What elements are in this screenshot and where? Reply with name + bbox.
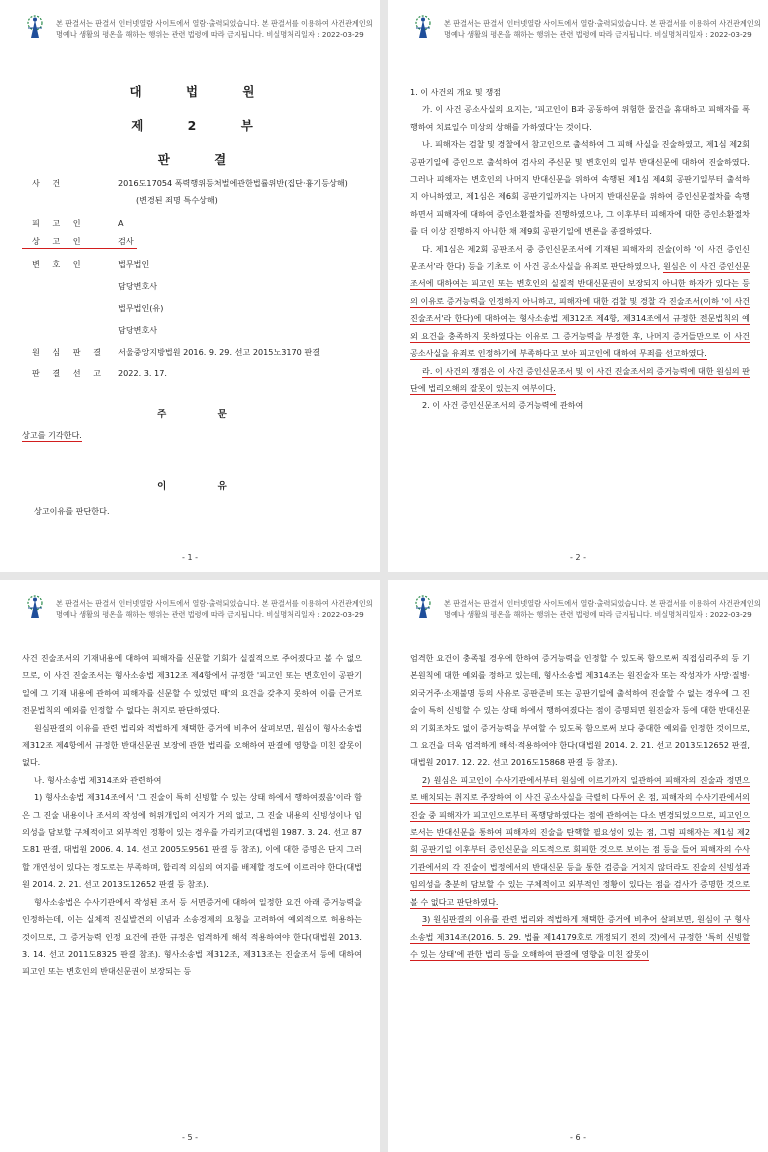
highlighted-text: 3) 원심판결의 이유를 관련 법리와 적법하게 채택한 증거에 비추어 살펴보면, 원심이 구 형사소송법 제314조(2016. 5. 29. 법률 제14179호로 개정되기 전의 것)에서 규정한 '특히 신빙할 수 있는 상태'에 관한 법리 등을 오해하여 판결에 영향을 미친 잘못이 — [410, 914, 750, 959]
page-body — [410, 650, 750, 963]
highlighted-text: 라. 이 사건의 쟁점은 이 사건 증인신문조서 및 이 사건 진술조서의 증거능력에 대한 원심의 판단에 법리오해의 잘못이 있는지 여부이다. — [410, 365, 750, 393]
paragraph: 가. 이 사건 공소사실의 요지는, '피고인이 B과 공동하여 위험한 물건을 휴대하고 피해자를 폭행하여 치료일수 미상의 상해를 가하였다'는 것이다. — [410, 104, 750, 132]
section-heading: 나. 형사소송법 제314조와 관련하여 — [34, 774, 162, 785]
page-number: - 6 - — [570, 1133, 586, 1142]
section-heading: 2. 이 사건 증인신문조서의 증거능력에 관하여 — [422, 400, 584, 411]
page-1 — [0, 0, 380, 572]
page-2 — [388, 0, 768, 572]
page-number: - 2 - — [570, 553, 586, 562]
page-number: - 1 - — [182, 553, 198, 562]
case-info: 사 건 2016도17054 폭력행위등처벌에관한법률위반(집단·흉기등상해) (변경된 죄명 특수상해) 피 고 인 A 상 고 인 검사 변 호 인 법무법인 담당변호사 법무법인(유) 담당변호사 원 심 판 결 서울중앙지방법원 2016. 9. 29. 선고 2015노3170 판결 판 결 선 고 2022. 3. 17. — [32, 178, 362, 388]
page-5 — [0, 580, 380, 1152]
notice-text: 본 판결서는 판결서 인터넷열람 사이트에서 열람·출력되었습니다. 본 판결서를 이용하여 사건관계인의 명예나 생활의 평온을 해하는 행위는 관련 법령에 따라 금지됩니다. 비실명처리일자 : 2022-03-29 — [56, 19, 373, 39]
notice-text: 본 판결서는 판결서 인터넷열람 사이트에서 열람·출력되었습니다. 본 판결서를 이용하여 사건관계인의 명예나 생활의 평온을 해하는 행위는 관련 법령에 따라 금지됩니다. 비실명처리일자 : 2022-03-29 — [444, 19, 761, 39]
division: 제 2 부 — [131, 118, 273, 133]
order-text: 상고를 기각한다. — [22, 430, 82, 440]
paragraph — [410, 772, 750, 911]
reason-heading: 이 유 — [157, 481, 251, 492]
highlighted-text: 원심은 이 사건 증인신문조서에 대하여는 피고인 또는 변호인의 실질적 반대신문권이 보장되지 아니한 하자가 있다는 등의 이유로 증거능력을 인정하지 아니하고, 피해자에 대한 검찰 및 경찰 각 진술조서(이하 '이 사건 진술조서'라 한다)에 대하여는 형사소송법 제312조 제4항, 제314조에서 규정한 전문법칙의 예외 요건을 충족하지 못하였다는 이유로 그 증거능력을 부정한 후, 나머지 증거들만으로 이 사건 공소사실을 유죄로 인정하기에 부족하다고 보아 피고인에 대하여 무죄를 선고하였다. — [410, 261, 750, 359]
page-body — [22, 650, 362, 981]
paragraph — [410, 911, 750, 963]
court-logo-icon — [22, 14, 48, 42]
paragraph: 형사소송법은 수사기관에서 작성된 조서 등 서면증거에 대하여 일정한 요건 아래 증거능력을 인정하는데, 이는 실체적 진실발견의 이념과 소송경제의 요청을 고려하여 예외적으로 허용하는 것이므로, 그 증거능력 인정 요건에 관한 규정은 엄격하게 해석 적용하여야 한다(대법원 2013. 3. 14. 선고 2011도8325 판결 참조). 형사소송법 제312조, 제313조는 진술조서 등에 대하여 피고인 또는 변호인의 반대신문권이 보장되는 등 — [22, 896, 362, 977]
page-header — [410, 594, 761, 624]
paragraph — [410, 363, 750, 398]
court-logo-icon — [22, 594, 48, 622]
court-name: 대 법 원 — [129, 84, 275, 99]
paragraph: 엄격한 요건이 충족될 경우에 한하여 증거능력을 인정할 수 있도록 함으로써 직접심리주의 등 기본원칙에 대한 예외를 정하고 있는데, 형사소송법 제314조는 원진술자 또는 작성자가 사망·질병·외국거주·소재불명 등의 사유로 공판준비 또는 공판기일에 출석하여 진술할 수 없는 경우에 그 진술이 특히 신빙할 수 있는 상태 하에서 행하여졌다는 점이 증명되면 원진술자 등에 대한 반대신문의 기회조차도 없이 증거능력을 부여할 수 있도록 함으로써 보다 중대한 예외를 인정한 것이므로, 그 요건을 더욱 엄격하게 해석·적용하여야 한다(대법원 2014. 2. 21. 선고 2013도12652 판결, 대법원 2017. 12. 22. 선고 2016도15868 판결 등 참조). — [410, 653, 750, 768]
notice-text: 본 판결서는 판결서 인터넷열람 사이트에서 열람·출력되었습니다. 본 판결서를 이용하여 사건관계인의 명예나 생활의 평온을 해하는 행위는 관련 법령에 따라 금지됩니다. 비실명처리일자 : 2022-03-29 — [444, 599, 761, 619]
highlighted-text: 2) 원심은 피고인이 수사기관에서부터 원심에 이르기까지 일관하여 피해자의 진술과 정면으로 배치되는 취지로 주장하여 이 사건 공소사실을 극렬히 다투어 온 점, 피해자의 수사기관에서의 진술 중 피해자가 피고인으로부터 폭행당하였다는 점에 관하여는 다소 변경되었으므로, 피고인으로서는 반대신문을 통하여 피해자의 진술을 탄핵할 필요성이 있는 점, 그럼 피해자는 제1심 제2회 공판기일 이후부터 증인신문을 의도적으로 회피한 것으로 보이는 점 등을 들어 피해자의 수사기관에서의 각 진술이 법정에서의 반대신문 등을 통한 검증을 거치지 않더라도 진술의 신빙성과 임의성을 충분히 담보할 수 있는 구체적이고 외부적인 정황이 있다는 점을 검사가 증명한 것으로 볼 수 없다고 판단하였다. — [410, 774, 750, 907]
court-logo-icon — [410, 14, 436, 42]
notice-text: 본 판결서는 판결서 인터넷열람 사이트에서 열람·출력되었습니다. 본 판결서를 이용하여 사건관계인의 명예나 생활의 평온을 해하는 행위는 관련 법령에 따라 금지됩니다. 비실명처리일자 : 2022-03-29 — [56, 599, 373, 619]
paragraph: 사건 진술조서의 기재내용에 대하여 피해자를 신문할 기회가 실질적으로 주어졌다고 볼 수 없으므로, 이 사건 진술조서는 형사소송법 제312조 제4항에서 규정한 '피고인 또는 변호인이 공판기일에 그 기재 내용에 관하여 피해자를 신문할 수 있었던 때'의 요건을 갖추지 못하여 이를 근거로 전문법칙의 예외를 인정할 수 없다는 취지로 판단하였다. — [22, 653, 362, 716]
doc-type: 판 결 — [157, 152, 247, 167]
order-heading: 주 문 — [157, 409, 251, 420]
page-body — [410, 84, 750, 415]
reason-text: 상고이유를 판단한다. — [34, 506, 110, 516]
paragraph: 나. 피해자는 검찰 및 경찰에서 참고인으로 출석하여 그 피해 사실을 진술하였고, 제1심 제2회 공판기일에 증인으로 출석하여 검사의 주신문 및 변호인의 일부 반대신문에 대하여 진술하였다. 그러나 피해자는 변호인의 나머지 반대신문을 위하여 속행된 제1심 제4회 공판기일부터 출석하지 아니하였고, 제1심은 제6회 공판기일까지는 나머지 반대신문을 위하여 증인신문절차를 속행하면서 피해자에 대하여 증인소환절차를 진행하였으나, 그 이후부터 피해자에 대한 증인소환절차를 더 이상 진행하지 아니한 채 제9회 공판기일에 변론을 종결하였다. — [410, 139, 750, 237]
page-header — [22, 594, 373, 624]
page-number: - 5 - — [182, 1133, 198, 1142]
section-heading: 1. 이 사건의 개요 및 쟁점 — [410, 87, 501, 97]
paragraph: 원심판결의 이유를 관련 법리와 적법하게 채택한 증거에 비추어 살펴보면, 원심이 형사소송법 제312조 제4항에서 규정한 반대신문권 보장에 관한 법리를 오해하여 판결에 영향을 미친 잘못이 없다. — [22, 722, 362, 768]
paragraph: 1) 형사소송법 제314조에서 '그 진술이 특히 신빙할 수 있는 상태 하에서 행하여졌음'이라 함은 그 진술 내용이나 조서의 작성에 허위개입의 여지가 거의 없고, 그 진술 내용의 신빙성이나 임의성을 담보할 구체적이고 외부적인 정황이 있는 경우를 가리키고(대법원 1987. 3. 24. 선고 87도81 판결, 대법원 2006. 4. 14. 선고 2005도9561 판결 등 참조), 이에 대한 증명은 단지 그러할 개연성이 있다는 정도로는 부족하며, 합리적 의심의 여지를 배제할 정도에 이르러야 한다(대법원 2014. 2. 21. 선고 2013도12652 판결 등 참조). — [22, 792, 362, 890]
court-logo-icon — [410, 594, 436, 622]
page-6 — [388, 580, 768, 1152]
page-header — [410, 14, 761, 44]
paragraph: 다. 제1심은 제2회 공판조서 중 증인신문조서에 기재된 피해자의 진술(이하 '이 사건 증인신문조서'라 한다) 등을 기초로 이 사건 공소사실을 유죄로 판단하였으나, 원심은 이 사건 증인신문조서에 대하여는 피고인 또는 변호인의 실질적 반대신문권이 보장되지 아니한 하자가 있다는 등의 이유로 증거능력을 인정하지 아니하고, 피해자에 대한 검찰 및 경찰 각 진술조서(이하 '이 사건 진술조서'라 한다)에 대하여는 형사소송법 제312조 제4항, 제314조에서 규정한 전문법칙의 예외 요건을 충족하지 못하였다는 이유로 그 증거능력을 부정한 후, 나머지 증거들만으로 이 사건 공소사실을 유죄로 인정하기에 부족하다고 보아 피고인에 대하여 무죄를 선고하였다. — [410, 243, 750, 359]
page-header — [22, 14, 373, 44]
